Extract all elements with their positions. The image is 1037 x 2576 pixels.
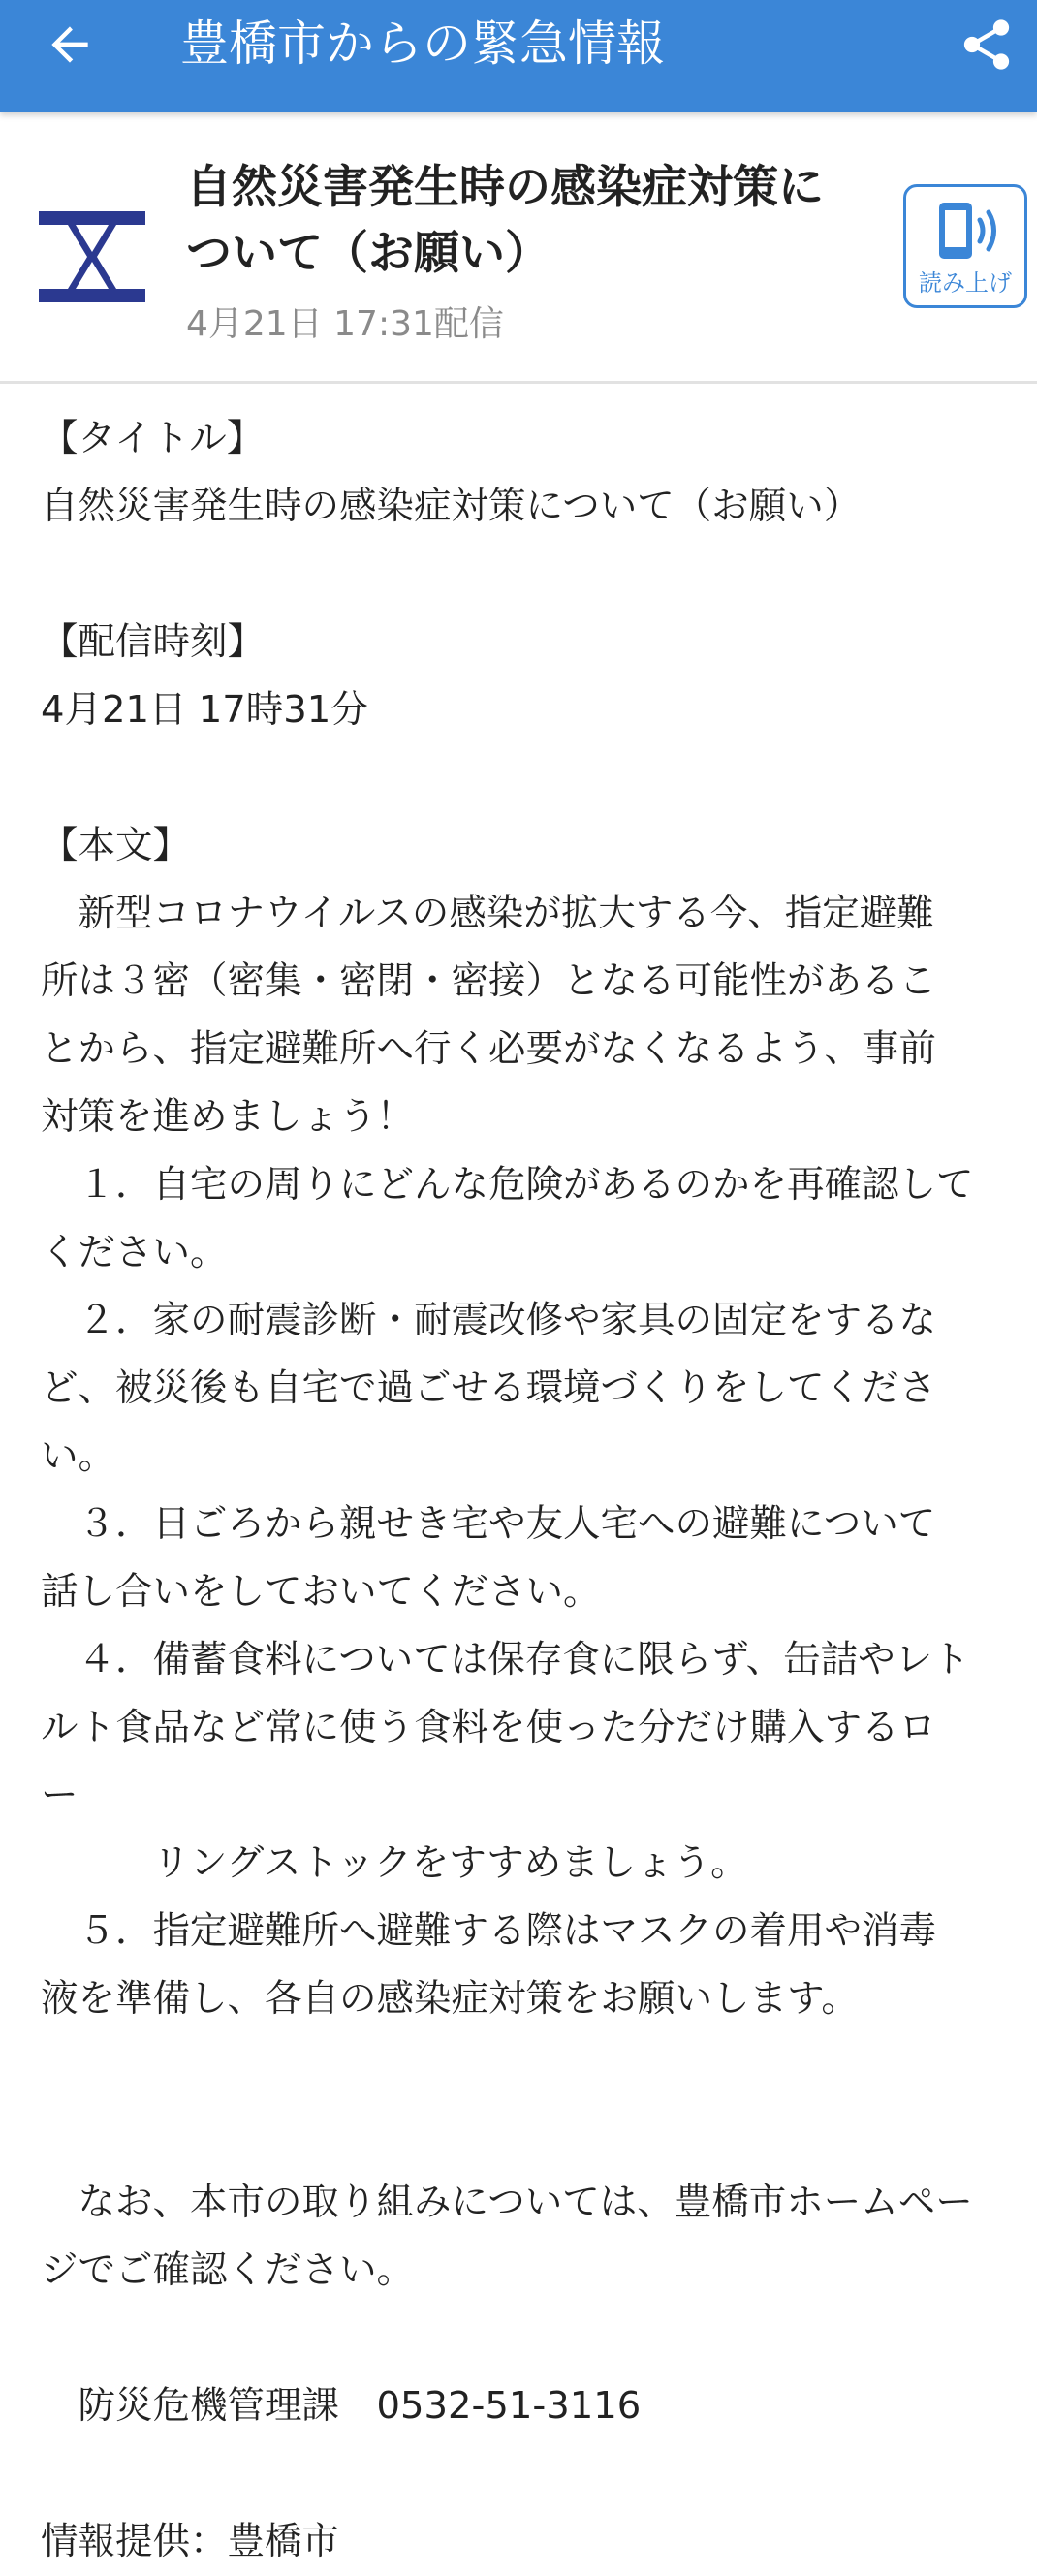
message-body	[41, 405, 1020, 2576]
read-aloud-button[interactable]	[903, 184, 1027, 308]
body-line: とから、指定避難所へ行く必要がなくなるよう、事前	[41, 1027, 937, 1071]
subject-line-2: ついて（お願い）	[186, 227, 550, 280]
body-line: 4月21日 17時31分	[41, 688, 368, 732]
body-line: なお、本市の取り組みについては、豊橋市ホームペー	[41, 2181, 973, 2224]
body-line: ください。	[41, 1231, 228, 1274]
body-line: ルト食品など常に使う食料を使った分だけ購入するロ	[41, 1706, 937, 1749]
delivery-date: 4月21日 17:31配信	[186, 304, 504, 344]
body-line: 情報提供：豊橋市	[41, 2520, 340, 2563]
body-line	[41, 2033, 1020, 2101]
body-line: 【配信時刻】	[41, 620, 266, 664]
body-line	[41, 744, 1020, 812]
body-line	[41, 2305, 1020, 2372]
body-line: 新型コロナウイルスの感染が拡大する今、指定避難	[41, 892, 934, 935]
body-line: 防災危機管理課 0532-51-3116	[41, 2384, 642, 2428]
body-line: リングストックをすすめましょう。	[41, 1841, 748, 1885]
message-subject	[186, 155, 855, 287]
body-line: ど、被災後も自宅で過ごせる環境づくりをしてくださ	[41, 1367, 937, 1410]
subject-line-1: 自然災害発生時の感染症対策に	[186, 161, 824, 214]
message-header	[0, 112, 1037, 384]
read-aloud-label: 読み上げ	[919, 269, 1012, 297]
body-line: 【本文】	[41, 824, 191, 867]
body-line: ５．指定避難所へ避難する際はマスクの着用や消毒	[41, 1909, 937, 1953]
body-line	[41, 2101, 1020, 2169]
body-line: ３．日ごろから親せき宅や友人宅への避難について	[41, 1502, 936, 1546]
arrow-left-icon[interactable]	[43, 17, 97, 72]
share-icon[interactable]	[958, 16, 1016, 74]
body-line	[41, 2440, 1020, 2508]
body-line: ４．備蓄食料については保存食に限らず、缶詰やレト	[41, 1638, 970, 1681]
body-line: 対策を進めましょう！	[41, 1095, 415, 1139]
body-line: 所は３密（密集・密閉・密接）となる可能性があるこ	[41, 959, 937, 1003]
body-line: 自然災害発生時の感染症対策について（お願い）	[41, 485, 862, 528]
body-line: １．自宅の周りにどんな危険があるのかを再確認して	[41, 1163, 974, 1207]
body-line: 話し合いをしておいてください。	[41, 1570, 601, 1614]
phone-speaker-icon	[931, 199, 1005, 263]
body-line: 液を準備し、各自の感染症対策をお願いします。	[41, 1977, 859, 2021]
city-emblem-icon	[35, 205, 149, 308]
body-line: ２．家の耐震診断・耐震改修や家具の固定をするな	[41, 1299, 937, 1342]
body-line: ー	[41, 1774, 79, 1817]
body-line: 【タイトル】	[41, 417, 265, 460]
body-line: ジでご確認ください。	[41, 2248, 415, 2292]
body-line	[41, 541, 1020, 609]
app-bar-title: 豊橋市からの緊急情報	[180, 16, 665, 72]
body-line: い。	[41, 1434, 116, 1478]
app-bar	[0, 0, 1037, 112]
